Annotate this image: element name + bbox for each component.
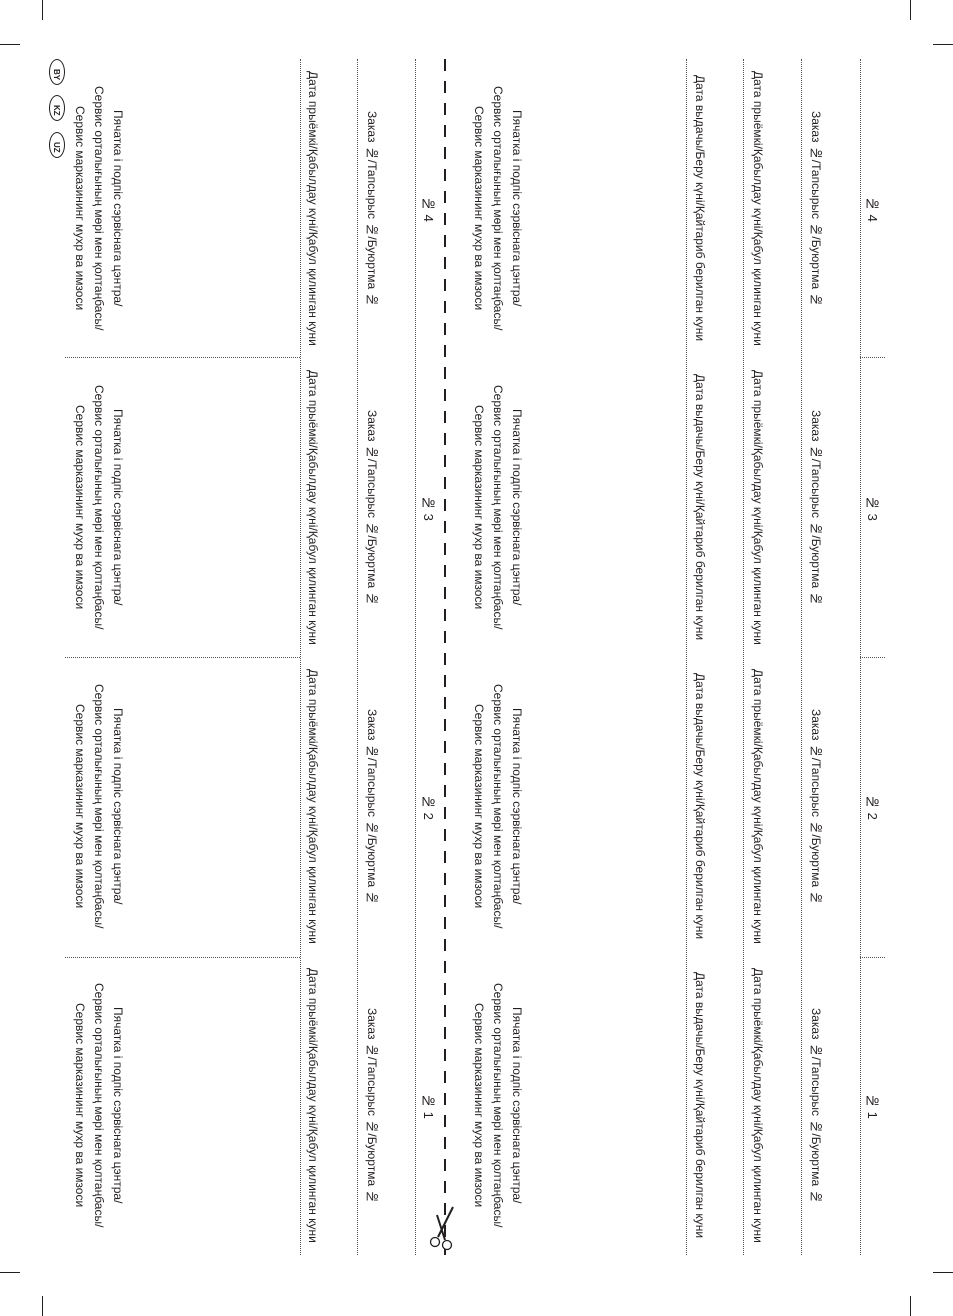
receipt-date-label: Дата прыёмкі/Қабылдау күні/Қабул қилинган куни [751,968,765,1243]
stamp-area [469,358,526,657]
order-number-label: Заказ №/Тапсырыс №/Буюртма № [809,110,823,307]
stamp-label-line: Пячатка і подпіс сэрвіснага цэнтра/ [111,1007,125,1204]
stamp-area [70,956,127,1255]
language-badge-uz: UZ [49,132,65,158]
stamp-label-line: Сервис орталығының мөрі мен қолтаңбасы/ [491,86,505,331]
crop-mark [933,44,953,45]
issue-date-label: Дата выдачы/Беру күні/Қайтариб берилган куни [693,75,707,342]
stamp-label-line: Сервис марказининг мухр ва имзоси [73,1003,87,1208]
stamp-label-line: Сервис орталығының мөрі мен қолтаңбасы/ [92,86,106,331]
stamp-label-line: Сервис марказининг мухр ва имзоси [472,106,486,311]
stamp-label-line: Сервис марказининг мухр ва имзоси [472,1003,486,1208]
stamp-area [70,59,127,358]
stamp-label-line: Сервис орталығының мөрі мен қолтаңбасы/ [491,385,505,630]
crop-mark [910,1296,911,1316]
stamp-label-line: Сервис орталығының мөрі мен қолтаңбасы/ [92,385,106,630]
crop-mark [0,1272,20,1273]
coupon-number: № 4 [865,195,880,222]
language-badge-kz: KZ [49,95,65,121]
stamp-area [70,657,127,956]
coupon-row-3 [0,358,953,657]
stamp-label-line: Сервис орталығының мөрі мен қолтаңбасы/ [92,983,106,1228]
order-number-label: Заказ №/Тапсырыс №/Буюртма № [365,409,379,606]
crop-mark [42,1296,43,1316]
stamp-label-line: Сервис марказининг мухр ва имзоси [472,405,486,610]
stamp-label-line: Сервис орталығының мөрі мен қолтаңбасы/ [491,684,505,929]
order-number-label: Заказ №/Тапсырыс №/Буюртма № [365,110,379,307]
order-number-label: Заказ №/Тапсырыс №/Буюртма № [809,409,823,606]
stamp-area [469,657,526,956]
coupon-number: № 1 [421,1092,436,1119]
receipt-date-label: Дата прыёмкі/Қабылдау күні/Қабул қилинган куни [751,669,765,944]
language-badge-by: BY [49,59,65,85]
issue-date-label: Дата выдачы/Беру күні/Қайтариб берилган куни [693,673,707,940]
stamp-label-line: Пячатка і подпіс сэрвіснага цэнтра/ [510,708,524,905]
stamp-label-line: Сервис орталығының мөрі мен қолтаңбасы/ [491,983,505,1228]
crop-mark [0,44,20,45]
coupon-number: № 1 [865,1092,880,1119]
coupon-number: № 2 [865,793,880,820]
issue-date-label: Дата выдачы/Беру күні/Қайтариб берилган куни [693,972,707,1239]
stamp-area [70,358,127,657]
receipt-date-label: Дата прыёмкі/Қабылдау күні/Қабул қилинган куни [306,669,320,944]
order-number-label: Заказ №/Тапсырыс №/Буюртма № [365,708,379,905]
stamp-label-line: Пячатка і подпіс сэрвіснага цэнтра/ [510,110,524,307]
stamp-area [469,956,526,1255]
crop-mark [42,0,43,20]
stamp-label-line: Пячатка і подпіс сэрвіснага цэнтра/ [111,708,125,905]
coupon-number: № 4 [421,195,436,222]
coupon-row-1 [0,956,953,1255]
receipt-date-label: Дата прыёмкі/Қабылдау күні/Қабул қилинган куни [306,370,320,645]
stamp-label-line: Сервис марказининг мухр ва имзоси [73,704,87,909]
crop-mark [910,0,911,20]
receipt-date-label: Дата прыёмкі/Қабылдау күні/Қабул қилинган куни [751,370,765,645]
order-number-label: Заказ №/Тапсырыс №/Буюртма № [365,1007,379,1204]
stamp-label-line: Пячатка і подпіс сэрвіснага цэнтра/ [510,409,524,606]
stamp-label-line: Пячатка і подпіс сэрвіснага цэнтра/ [111,110,125,307]
receipt-date-label: Дата прыёмкі/Қабылдау күні/Қабул қилинган куни [306,968,320,1243]
coupon-number: № 2 [421,793,436,820]
stamp-label-line: Пячатка і подпіс сэрвіснага цэнтра/ [510,1007,524,1204]
issue-date-label: Дата выдачы/Беру күні/Қайтариб берилган куни [693,374,707,641]
coupon-row-4 [0,59,953,358]
stamp-label-line: Сервис орталығының мөрі мен қолтаңбасы/ [92,684,106,929]
coupon-number: № 3 [865,494,880,521]
stamp-area [469,59,526,358]
order-number-label: Заказ №/Тапсырыс №/Буюртма № [809,708,823,905]
stamp-label-line: Сервис марказининг мухр ва имзоси [472,704,486,909]
receipt-date-label: Дата прыёмкі/Қабылдау күні/Қабул қилинган куни [306,71,320,346]
coupon-row-2 [0,657,953,956]
order-number-label: Заказ №/Тапсырыс №/Буюртма № [809,1007,823,1204]
stamp-label-line: Сервис марказининг мухр ва имзоси [73,106,87,311]
crop-mark [933,1272,953,1273]
stamp-label-line: Сервис марказининг мухр ва имзоси [73,405,87,610]
stamp-label-line: Пячатка і подпіс сэрвіснага цэнтра/ [111,409,125,606]
receipt-date-label: Дата прыёмкі/Қабылдау күні/Қабул қилинган куни [751,71,765,346]
coupon-number: № 3 [421,494,436,521]
